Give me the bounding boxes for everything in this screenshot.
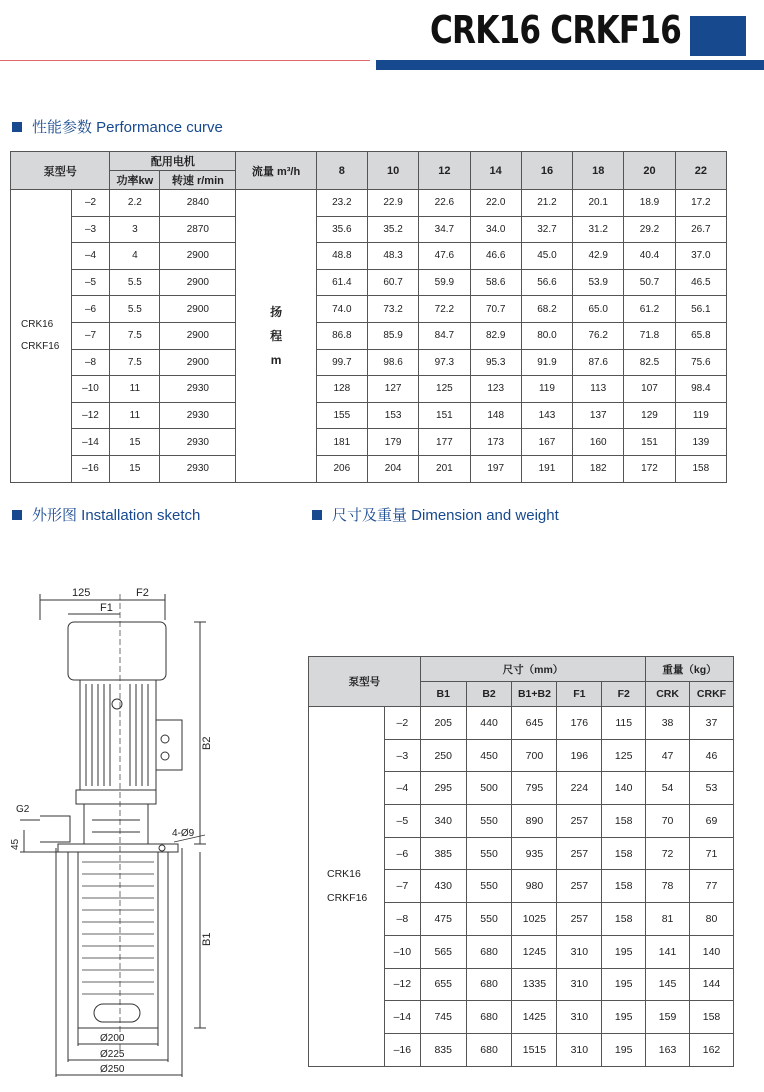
dim-value-cell: 550	[466, 870, 512, 903]
perf-head-char: 程	[270, 328, 283, 343]
perf-stage-cell: –16	[71, 455, 110, 482]
dim-value-cell: 46	[690, 739, 734, 772]
perf-value-cell: 119	[675, 402, 726, 429]
perf-value-cell: 177	[419, 429, 470, 456]
perf-power-cell: 7.5	[110, 349, 160, 376]
perf-power-cell: 15	[110, 429, 160, 456]
dim-value-cell: 81	[646, 903, 690, 936]
perf-header-motor: 配用电机	[110, 152, 236, 171]
perf-value-cell: 50.7	[624, 269, 675, 296]
perf-value-cell: 148	[470, 402, 521, 429]
perf-value-cell: 75.6	[675, 349, 726, 376]
perf-row	[11, 269, 727, 296]
perf-speed-cell: 2930	[160, 376, 236, 403]
perf-stage-cell: –12	[71, 402, 110, 429]
dim-value-cell: 205	[420, 707, 466, 740]
cable-gland-icon	[161, 752, 169, 760]
dim-value-cell: 745	[420, 1001, 466, 1034]
dim-value-cell: 257	[557, 805, 602, 838]
perf-value-cell: 56.1	[675, 296, 726, 323]
perf-value-cell: 98.4	[675, 376, 726, 403]
perf-speed-cell: 2900	[160, 322, 236, 349]
dim-value-cell: 310	[557, 968, 602, 1001]
perf-value-cell: 47.6	[419, 243, 470, 270]
perf-value-cell: 76.2	[573, 322, 624, 349]
dim-value-cell: 565	[420, 935, 466, 968]
perf-header-flow-value: 22	[675, 152, 726, 190]
dim-value-cell: 195	[602, 935, 646, 968]
perf-model-cell	[11, 190, 72, 483]
dim-stage-cell: –5	[384, 805, 420, 838]
dim-value-cell: 680	[466, 1001, 512, 1034]
outlet-pipe	[40, 816, 70, 842]
perf-value-cell: 123	[470, 376, 521, 403]
dim-value-cell: 141	[646, 935, 690, 968]
perf-value-cell: 84.7	[419, 322, 470, 349]
perf-header-flow-value: 8	[316, 152, 367, 190]
perf-value-cell: 34.7	[419, 216, 470, 243]
perf-power-cell: 11	[110, 376, 160, 403]
perf-value-cell: 181	[316, 429, 367, 456]
perf-value-cell: 206	[316, 455, 367, 482]
section-dimension-label: 尺寸及重量 Dimension and weight	[332, 507, 559, 524]
dim-value-cell: 78	[646, 870, 690, 903]
dim-value-cell: 1335	[512, 968, 557, 1001]
perf-value-cell: 87.6	[573, 349, 624, 376]
perf-speed-cell: 2840	[160, 190, 236, 217]
perf-value-cell: 82.9	[470, 322, 521, 349]
perf-value-cell: 60.7	[367, 269, 418, 296]
bullet-square-icon	[12, 510, 22, 520]
perf-value-cell: 61.4	[316, 269, 367, 296]
perf-stage-cell: –7	[71, 322, 110, 349]
dim-value-cell: 655	[420, 968, 466, 1001]
dim-stage-cell: –8	[384, 903, 420, 936]
dim-value-cell: 159	[646, 1001, 690, 1034]
dim-value-cell: 158	[602, 903, 646, 936]
dim-header-model: 泵型号	[309, 657, 421, 707]
perf-row	[11, 296, 727, 323]
perf-value-cell: 179	[367, 429, 418, 456]
perf-header-power: 功率kw	[110, 171, 160, 190]
perf-value-cell: 153	[367, 402, 418, 429]
dim-value-cell: 162	[690, 1033, 734, 1066]
dim-header-size: 尺寸（mm）	[420, 657, 645, 682]
perf-speed-cell: 2900	[160, 296, 236, 323]
perf-value-cell: 32.7	[521, 216, 572, 243]
dim-value-cell: 430	[420, 870, 466, 903]
perf-stage-cell: –2	[71, 190, 110, 217]
section-performance-label: 性能参数 Performance curve	[32, 119, 223, 136]
dim-value-cell: 935	[512, 837, 557, 870]
perf-value-cell: 46.6	[470, 243, 521, 270]
dim-label-d250: Ø250	[100, 1064, 125, 1075]
dim-model-name: CRK16	[327, 868, 361, 881]
dim-value-cell: 550	[466, 805, 512, 838]
perf-power-cell: 7.5	[110, 322, 160, 349]
perf-stage-cell: –3	[71, 216, 110, 243]
dim-value-cell: 440	[466, 707, 512, 740]
dim-value-cell: 195	[602, 1033, 646, 1066]
perf-value-cell: 22.6	[419, 190, 470, 217]
perf-value-cell: 68.2	[521, 296, 572, 323]
dim-value-cell: 71	[690, 837, 734, 870]
perf-value-cell: 72.2	[419, 296, 470, 323]
perf-value-cell: 17.2	[675, 190, 726, 217]
terminal-box	[156, 720, 182, 770]
perf-value-cell: 151	[624, 429, 675, 456]
dim-row	[309, 707, 734, 740]
perf-head-char: 扬	[270, 304, 283, 319]
dim-stage-cell: –14	[384, 1001, 420, 1034]
dim-label-f1: F1	[100, 602, 113, 614]
perf-value-cell: 85.9	[367, 322, 418, 349]
dim-value-cell: 53	[690, 772, 734, 805]
perf-value-cell: 29.2	[624, 216, 675, 243]
perf-head-char: m	[270, 352, 282, 367]
dim-value-cell: 196	[557, 739, 602, 772]
dim-value-cell: 77	[690, 870, 734, 903]
dim-value-cell: 257	[557, 870, 602, 903]
dim-value-cell: 310	[557, 935, 602, 968]
dim-label-d225: Ø225	[100, 1049, 125, 1060]
dim-value-cell: 700	[512, 739, 557, 772]
dim-value-cell: 125	[602, 739, 646, 772]
perf-value-cell: 71.8	[624, 322, 675, 349]
section-dimension	[312, 504, 559, 525]
perf-value-cell: 48.8	[316, 243, 367, 270]
perf-value-cell: 59.9	[419, 269, 470, 296]
perf-value-cell: 155	[316, 402, 367, 429]
perf-value-cell: 158	[675, 455, 726, 482]
perf-value-cell: 73.2	[367, 296, 418, 323]
dim-value-cell: 680	[466, 1033, 512, 1066]
dim-value-cell: 310	[557, 1001, 602, 1034]
dim-value-cell: 980	[512, 870, 557, 903]
perf-value-cell: 129	[624, 402, 675, 429]
perf-value-cell: 99.7	[316, 349, 367, 376]
perf-stage-cell: –8	[71, 349, 110, 376]
dimension-table	[308, 656, 734, 1067]
suction-strainer	[94, 1004, 140, 1022]
dim-value-cell: 1515	[512, 1033, 557, 1066]
perf-value-cell: 160	[573, 429, 624, 456]
perf-header-flow-value: 14	[470, 152, 521, 190]
dim-value-cell: 1245	[512, 935, 557, 968]
perf-value-cell: 18.9	[624, 190, 675, 217]
dim-label-45: 45	[10, 838, 21, 850]
perf-value-cell: 113	[573, 376, 624, 403]
pump-stack	[78, 852, 158, 1028]
dim-value-cell: 257	[557, 837, 602, 870]
perf-value-cell: 70.7	[470, 296, 521, 323]
section-performance	[12, 116, 223, 137]
dim-value-cell: 680	[466, 935, 512, 968]
dim-col-header: CRKF	[690, 682, 734, 707]
dim-label-b2: B2	[201, 736, 213, 750]
perf-value-cell: 197	[470, 455, 521, 482]
perf-value-cell: 20.1	[573, 190, 624, 217]
dim-value-cell: 680	[466, 968, 512, 1001]
perf-value-cell: 22.9	[367, 190, 418, 217]
dim-value-cell: 47	[646, 739, 690, 772]
perf-value-cell: 45.0	[521, 243, 572, 270]
dim-value-cell: 158	[602, 870, 646, 903]
dim-model-cell	[309, 707, 385, 1067]
dim-value-cell: 140	[690, 935, 734, 968]
perf-stage-cell: –6	[71, 296, 110, 323]
section-installation	[12, 504, 200, 525]
perf-value-cell: 21.2	[521, 190, 572, 217]
perf-stage-cell: –14	[71, 429, 110, 456]
perf-stage-cell: –10	[71, 376, 110, 403]
bullet-square-icon	[12, 122, 22, 132]
dim-value-cell: 340	[420, 805, 466, 838]
dim-value-cell: 195	[602, 968, 646, 1001]
dim-value-cell: 145	[646, 968, 690, 1001]
perf-power-cell: 15	[110, 455, 160, 482]
perf-value-cell: 56.6	[521, 269, 572, 296]
perf-row	[11, 322, 727, 349]
dim-value-cell: 115	[602, 707, 646, 740]
dim-stage-cell: –16	[384, 1033, 420, 1066]
perf-model-name: CRKF16	[21, 340, 60, 352]
dim-header-weight: 重量（kg）	[646, 657, 734, 682]
dim-value-cell: 176	[557, 707, 602, 740]
dim-value-cell: 163	[646, 1033, 690, 1066]
dim-label-125: 125	[72, 587, 91, 599]
perf-row	[11, 376, 727, 403]
dim-value-cell: 1425	[512, 1001, 557, 1034]
perf-value-cell: 173	[470, 429, 521, 456]
perf-header-model: 泵型号	[11, 152, 110, 190]
dim-model-name: CRKF16	[327, 892, 368, 905]
perf-value-cell: 48.3	[367, 243, 418, 270]
dim-value-cell: 835	[420, 1033, 466, 1066]
performance-table	[10, 151, 727, 483]
perf-value-cell: 58.6	[470, 269, 521, 296]
dim-value-cell: 158	[690, 1001, 734, 1034]
section-installation-label: 外形图 Installation sketch	[32, 507, 201, 524]
perf-value-cell: 98.6	[367, 349, 418, 376]
perf-value-cell: 65.0	[573, 296, 624, 323]
perf-header-flow-value: 10	[367, 152, 418, 190]
dim-col-header: CRK	[646, 682, 690, 707]
perf-value-cell: 35.6	[316, 216, 367, 243]
dim-value-cell: 450	[466, 739, 512, 772]
dim-label-d200: Ø200	[100, 1033, 125, 1044]
perf-value-cell: 143	[521, 402, 572, 429]
perf-value-cell: 191	[521, 455, 572, 482]
dim-col-header: F1	[557, 682, 602, 707]
dim-stage-cell: –3	[384, 739, 420, 772]
perf-speed-cell: 2930	[160, 455, 236, 482]
perf-value-cell: 34.0	[470, 216, 521, 243]
dim-value-cell: 795	[512, 772, 557, 805]
dim-col-header: B2	[466, 682, 512, 707]
perf-value-cell: 201	[419, 455, 470, 482]
dim-stage-cell: –7	[384, 870, 420, 903]
title-accent-block	[690, 16, 746, 56]
dim-value-cell: 250	[420, 739, 466, 772]
perf-value-cell: 42.9	[573, 243, 624, 270]
perf-header-flow-value: 20	[624, 152, 675, 190]
header-red-rule	[0, 60, 370, 61]
dim-value-cell: 475	[420, 903, 466, 936]
perf-value-cell: 107	[624, 376, 675, 403]
perf-stage-cell: –5	[71, 269, 110, 296]
perf-value-cell: 46.5	[675, 269, 726, 296]
dim-label-holes: 4-Ø9	[172, 828, 195, 839]
perf-value-cell: 37.0	[675, 243, 726, 270]
perf-value-cell: 125	[419, 376, 470, 403]
perf-value-cell: 22.0	[470, 190, 521, 217]
perf-speed-cell: 2900	[160, 349, 236, 376]
perf-value-cell: 204	[367, 455, 418, 482]
perf-header-flow-value: 18	[573, 152, 624, 190]
perf-value-cell: 53.9	[573, 269, 624, 296]
dim-value-cell: 310	[557, 1033, 602, 1066]
perf-value-cell: 95.3	[470, 349, 521, 376]
dim-col-header: B1	[420, 682, 466, 707]
header-blue-bar	[376, 60, 764, 70]
dim-value-cell: 224	[557, 772, 602, 805]
perf-value-cell: 74.0	[316, 296, 367, 323]
dim-value-cell: 37	[690, 707, 734, 740]
dim-value-cell: 645	[512, 707, 557, 740]
dim-value-cell: 72	[646, 837, 690, 870]
bolt-hole-icon	[159, 845, 165, 851]
perf-speed-cell: 2900	[160, 269, 236, 296]
dim-value-cell: 158	[602, 805, 646, 838]
dim-value-cell: 890	[512, 805, 557, 838]
dim-value-cell: 38	[646, 707, 690, 740]
dim-label-g2: G2	[16, 804, 30, 815]
page-title: CRK16 CRKF16	[430, 8, 682, 52]
dim-label-b1: B1	[201, 932, 213, 946]
dim-value-cell: 54	[646, 772, 690, 805]
dim-stage-cell: –6	[384, 837, 420, 870]
perf-value-cell: 35.2	[367, 216, 418, 243]
perf-power-cell: 5.5	[110, 296, 160, 323]
perf-value-cell: 182	[573, 455, 624, 482]
dim-value-cell: 144	[690, 968, 734, 1001]
perf-row	[11, 455, 727, 482]
perf-value-cell: 86.8	[316, 322, 367, 349]
perf-header-flow-value: 12	[419, 152, 470, 190]
perf-header-flow-value: 16	[521, 152, 572, 190]
dim-stage-cell: –2	[384, 707, 420, 740]
perf-power-cell: 11	[110, 402, 160, 429]
motor-flange	[76, 790, 156, 804]
dim-value-cell: 550	[466, 837, 512, 870]
perf-value-cell: 82.5	[624, 349, 675, 376]
perf-value-cell: 128	[316, 376, 367, 403]
perf-power-cell: 4	[110, 243, 160, 270]
perf-value-cell: 61.2	[624, 296, 675, 323]
dim-stage-cell: –10	[384, 935, 420, 968]
dim-value-cell: 195	[602, 1001, 646, 1034]
perf-value-cell: 26.7	[675, 216, 726, 243]
nameplate-icon	[112, 699, 122, 709]
dim-value-cell: 158	[602, 837, 646, 870]
perf-speed-cell: 2930	[160, 402, 236, 429]
perf-row	[11, 402, 727, 429]
perf-value-cell: 127	[367, 376, 418, 403]
perf-value-cell: 31.2	[573, 216, 624, 243]
dim-value-cell: 140	[602, 772, 646, 805]
perf-head-label-cell	[236, 190, 316, 483]
dim-value-cell: 1025	[512, 903, 557, 936]
dim-value-cell: 500	[466, 772, 512, 805]
perf-speed-cell: 2900	[160, 243, 236, 270]
bullet-square-icon	[312, 510, 322, 520]
motor-body	[80, 680, 156, 790]
dim-value-cell: 257	[557, 903, 602, 936]
perf-power-cell: 5.5	[110, 269, 160, 296]
perf-row	[11, 349, 727, 376]
perf-header-speed: 转速 r/min	[160, 171, 236, 190]
perf-value-cell: 151	[419, 402, 470, 429]
perf-power-cell: 3	[110, 216, 160, 243]
dim-col-header: F2	[602, 682, 646, 707]
dim-value-cell: 295	[420, 772, 466, 805]
perf-value-cell: 40.4	[624, 243, 675, 270]
dim-value-cell: 69	[690, 805, 734, 838]
perf-speed-cell: 2930	[160, 429, 236, 456]
perf-value-cell: 139	[675, 429, 726, 456]
perf-value-cell: 167	[521, 429, 572, 456]
perf-speed-cell: 2870	[160, 216, 236, 243]
pump-head	[84, 804, 148, 844]
motor-fan-cover	[68, 622, 166, 680]
perf-value-cell: 23.2	[316, 190, 367, 217]
perf-row	[11, 243, 727, 270]
perf-header-flow: 流量 m³/h	[236, 152, 316, 190]
perf-model-name: CRK16	[21, 318, 54, 330]
dim-stage-cell: –4	[384, 772, 420, 805]
dim-value-cell: 80	[690, 903, 734, 936]
perf-value-cell: 172	[624, 455, 675, 482]
perf-value-cell: 65.8	[675, 322, 726, 349]
perf-row	[11, 190, 727, 217]
perf-row	[11, 216, 727, 243]
perf-row	[11, 429, 727, 456]
cable-gland-icon	[161, 735, 169, 743]
perf-stage-cell: –4	[71, 243, 110, 270]
dim-stage-cell: –12	[384, 968, 420, 1001]
perf-value-cell: 91.9	[521, 349, 572, 376]
dim-col-header: B1+B2	[512, 682, 557, 707]
dim-value-cell: 550	[466, 903, 512, 936]
dim-value-cell: 385	[420, 837, 466, 870]
installation-sketch	[0, 580, 300, 1080]
perf-value-cell: 97.3	[419, 349, 470, 376]
dim-value-cell: 70	[646, 805, 690, 838]
dim-label-f2: F2	[136, 587, 149, 599]
perf-value-cell: 137	[573, 402, 624, 429]
perf-value-cell: 80.0	[521, 322, 572, 349]
perf-power-cell: 2.2	[110, 190, 160, 217]
perf-value-cell: 119	[521, 376, 572, 403]
